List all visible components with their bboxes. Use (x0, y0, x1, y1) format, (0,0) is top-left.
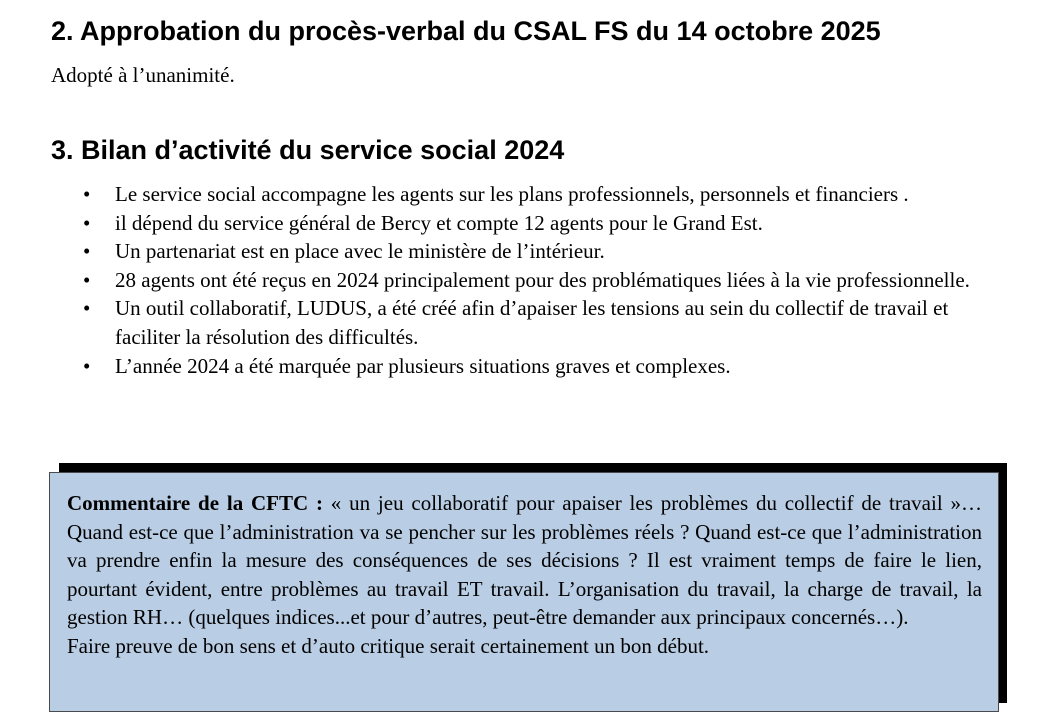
bullet-icon: • (83, 210, 91, 235)
list-item-text: Le service social accompagne les agents sur les plans professionnels, personnels et financiers . (115, 182, 909, 206)
list-item (83, 352, 998, 381)
list-item (83, 294, 998, 351)
activity-bullet-list (83, 180, 998, 380)
bullet-icon: • (83, 182, 91, 206)
bullet-icon: • (83, 296, 91, 321)
list-item-text: 28 agents ont été reçus en 2024 principalement pour des problématiques liées à la vie professionnelle. (115, 267, 970, 292)
cftc-comment-box (49, 472, 999, 712)
section-2-heading: 2. Approbation du procès-verbal du CSAL FS du 14 octobre 2025 (51, 16, 881, 46)
list-item (83, 237, 998, 266)
section-3-heading: 3. Bilan d’activité du service social 2024 (51, 135, 565, 165)
list-item-text: Un outil collaboratif, LUDUS, a été créé afin d’apaiser les tensions au sein du collectif de travail et faciliter la résolution des difficultés. (115, 296, 949, 349)
comment-text: « un jeu collaboratif pour apaiser les problèmes du collectif de travail »… Quand est-ce que l’administration va se pencher sur les problèmes réels ? Quand est-ce que l’administration va prendre enfin la mesure des conséquences de ses décisions ? Il est vraiment temps de faire le lien, pourtant évident, entre problèmes au travail ET travail. L’organisation du travail, la charge de travail, la gestion RH… (quelques indices...et pour d’autres, peut-être demander aux principaux concernés…). (67, 491, 982, 630)
list-item-text: il dépend du service général de Bercy et compte 12 agents pour le Grand Est. (115, 210, 763, 235)
list-item (83, 266, 998, 295)
list-item (83, 180, 998, 209)
bullet-icon: • (83, 353, 91, 378)
list-item-text: Un partenariat est en place avec le ministère de l’intérieur. (115, 239, 605, 264)
comment-closing-line: Faire preuve de bon sens et d’auto critique serait certainement un bon début. (67, 633, 710, 658)
list-item-text: L’année 2024 a été marquée par plusieurs situations graves et complexes. (115, 353, 731, 378)
list-item (83, 209, 998, 238)
comment-paragraph (67, 489, 982, 632)
bullet-icon: • (83, 267, 91, 292)
section-2-result-text: Adopté à l’unanimité. (51, 63, 235, 87)
bullet-icon: • (83, 239, 91, 264)
comment-label: Commentaire de la CFTC : (67, 491, 323, 515)
